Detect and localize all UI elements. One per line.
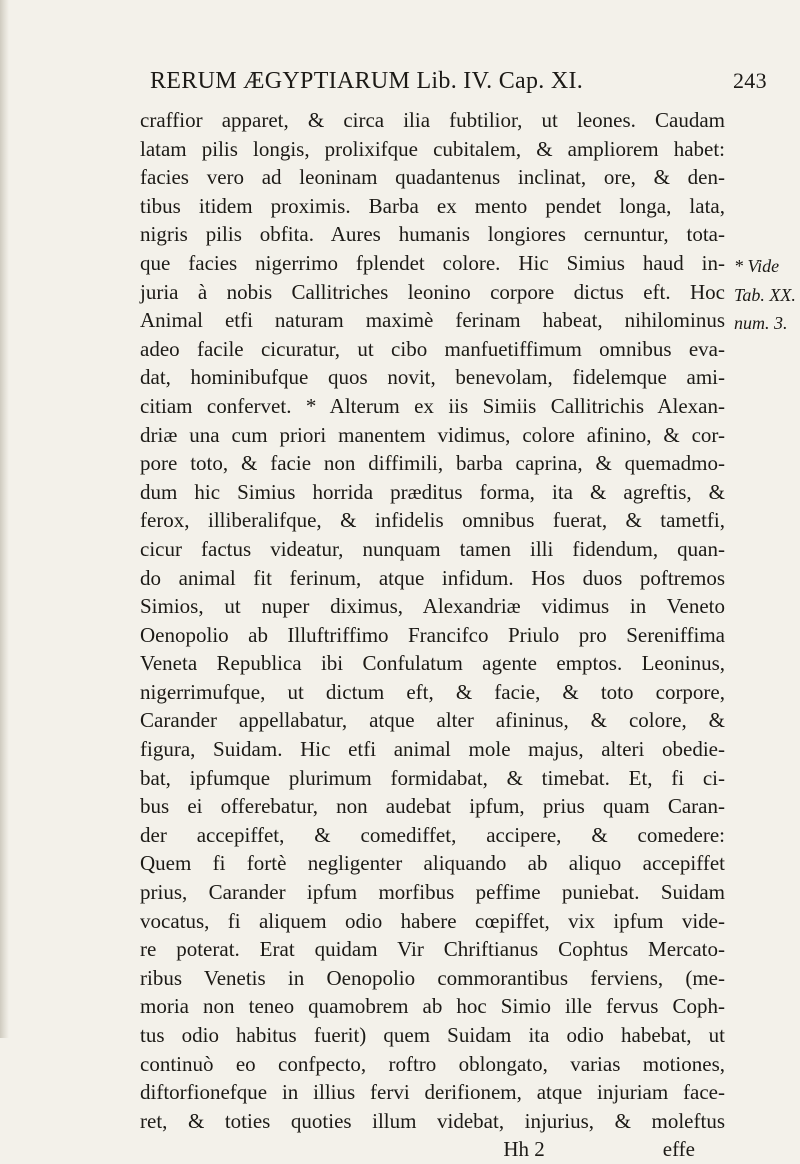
signature-mark: Hh 2 bbox=[503, 1137, 545, 1162]
text-line: dum hic Simius horrida præditus forma, ita & agreftis, & bbox=[140, 479, 725, 504]
text-line: que facies nigerrimo fplendet colore. Hic Simius haud in- bbox=[140, 250, 725, 275]
text-line: Carander appellabatur, atque alter afininus, & colore, & bbox=[140, 708, 725, 733]
text-line: continuò eo confpecto, roftro oblongato, varias motiones, bbox=[140, 1051, 725, 1076]
margin-note: num. 3. bbox=[734, 313, 788, 334]
text-line: ribus Venetis in Oenopolio commorantibus ferviens, (me- bbox=[140, 965, 725, 990]
text-line: Animal etfi naturam maximè ferinam habeat, nihilominus bbox=[140, 308, 725, 333]
margin-note: * Vide bbox=[734, 256, 780, 276]
text-line: vocatus, fi aliquem odio habere cœpiffet, vix ipfum vide- bbox=[140, 908, 725, 933]
body-text bbox=[140, 106, 725, 1164]
text-line: bat, ipfumque plurimum formidabat, & timebat. Et, fi ci- bbox=[140, 765, 725, 790]
margin-note: Tab. XX. bbox=[734, 284, 796, 305]
running-title: RERUM ÆGYPTIARUM Lib. IV. Cap. XI. bbox=[150, 68, 584, 94]
text-line: nigris pilis obfita. Aures humanis longiores cernuntur, tota- bbox=[140, 222, 725, 247]
text-line: driæ una cum priori manentem vidimus, colore afinino, & cor- bbox=[140, 422, 725, 447]
text-line: bus ei offerebatur, non audebat ipfum, prius quam Caran- bbox=[140, 794, 725, 819]
text-line: ferox, illiberalifque, & infidelis omnibus fuerat, & tametfi, bbox=[140, 508, 725, 533]
text-line: prius, Carander ipfum morfibus peffime puniebat. Suidam bbox=[140, 880, 725, 905]
text-line: do animal fit ferinum, atque infidum. Hos duos poftremos bbox=[140, 565, 725, 590]
text-line: pore toto, & facie non diffimili, barba caprina, & quemadmo- bbox=[140, 451, 725, 476]
catchword: effe bbox=[662, 1137, 695, 1162]
text-line: adeo facile cicuratur, ut cibo manfuetiffimum omnibus eva- bbox=[140, 336, 725, 361]
text-line: tus odio habitus fuerit) quem Suidam ita odio habebat, ut bbox=[140, 1023, 725, 1047]
text-line: Simios, ut nuper diximus, Alexandriæ vidimus in Veneto bbox=[140, 594, 725, 619]
text-line: craffior apparet, & circa ilia fubtilior, ut leones. Caudam bbox=[140, 108, 725, 132]
running-head bbox=[150, 68, 770, 102]
text-line: moria non teneo quamobrem ab hoc Simio ille fervus Coph- bbox=[140, 994, 725, 1019]
text-line: nigerrimufque, ut dictum eft, & facie, & toto corpore, bbox=[140, 679, 725, 704]
margin-notes bbox=[734, 252, 800, 338]
binding-edge bbox=[0, 0, 9, 1038]
text-line: diftorfionefque in illius fervi derifionem, atque injuriam face- bbox=[140, 1080, 725, 1105]
text-line: Oenopolio ab Illuftriffimo Francifco Priulo pro Sereniffima bbox=[140, 622, 725, 647]
text-line: facies vero ad leoninam quadantenus inclinat, ore, & den- bbox=[140, 165, 725, 190]
text-line: Quem fi fortè negligenter aliquando ab aliquo accepiffet bbox=[140, 851, 725, 876]
text-line: dat, hominibufque quos novit, benevolam, fidelemque ami- bbox=[140, 365, 725, 390]
page-number: 243 bbox=[733, 68, 767, 93]
text-line: der accepiffet, & comediffet, accipere, & comedere: bbox=[140, 822, 725, 847]
text-line: citiam confervet. * Alterum ex iis Simiis Callitrichis Alexan- bbox=[140, 393, 725, 418]
text-line: tibus itidem proximis. Barba ex mento pendet longa, lata, bbox=[140, 193, 725, 218]
text-line: re poterat. Erat quidam Vir Chriftianus Cophtus Mercato- bbox=[140, 937, 725, 962]
text-line: juria à nobis Callitriches leonino corpore dictus eft. Hoc bbox=[140, 279, 725, 304]
text-line: latam pilis longis, prolixifque cubitalem, & ampliorem habet: bbox=[140, 136, 725, 161]
footer-line bbox=[140, 1135, 725, 1164]
text-line: Veneta Republica ibi Confulatum agente emptos. Leoninus, bbox=[140, 651, 725, 676]
text-line: figura, Suidam. Hic etfi animal mole majus, alteri obedie- bbox=[140, 737, 725, 762]
text-line: ret, & toties quoties illum videbat, injurius, & moleftus bbox=[140, 1108, 725, 1133]
text-line: cicur factus videatur, nunquam tamen illi fidendum, quan- bbox=[140, 536, 725, 561]
